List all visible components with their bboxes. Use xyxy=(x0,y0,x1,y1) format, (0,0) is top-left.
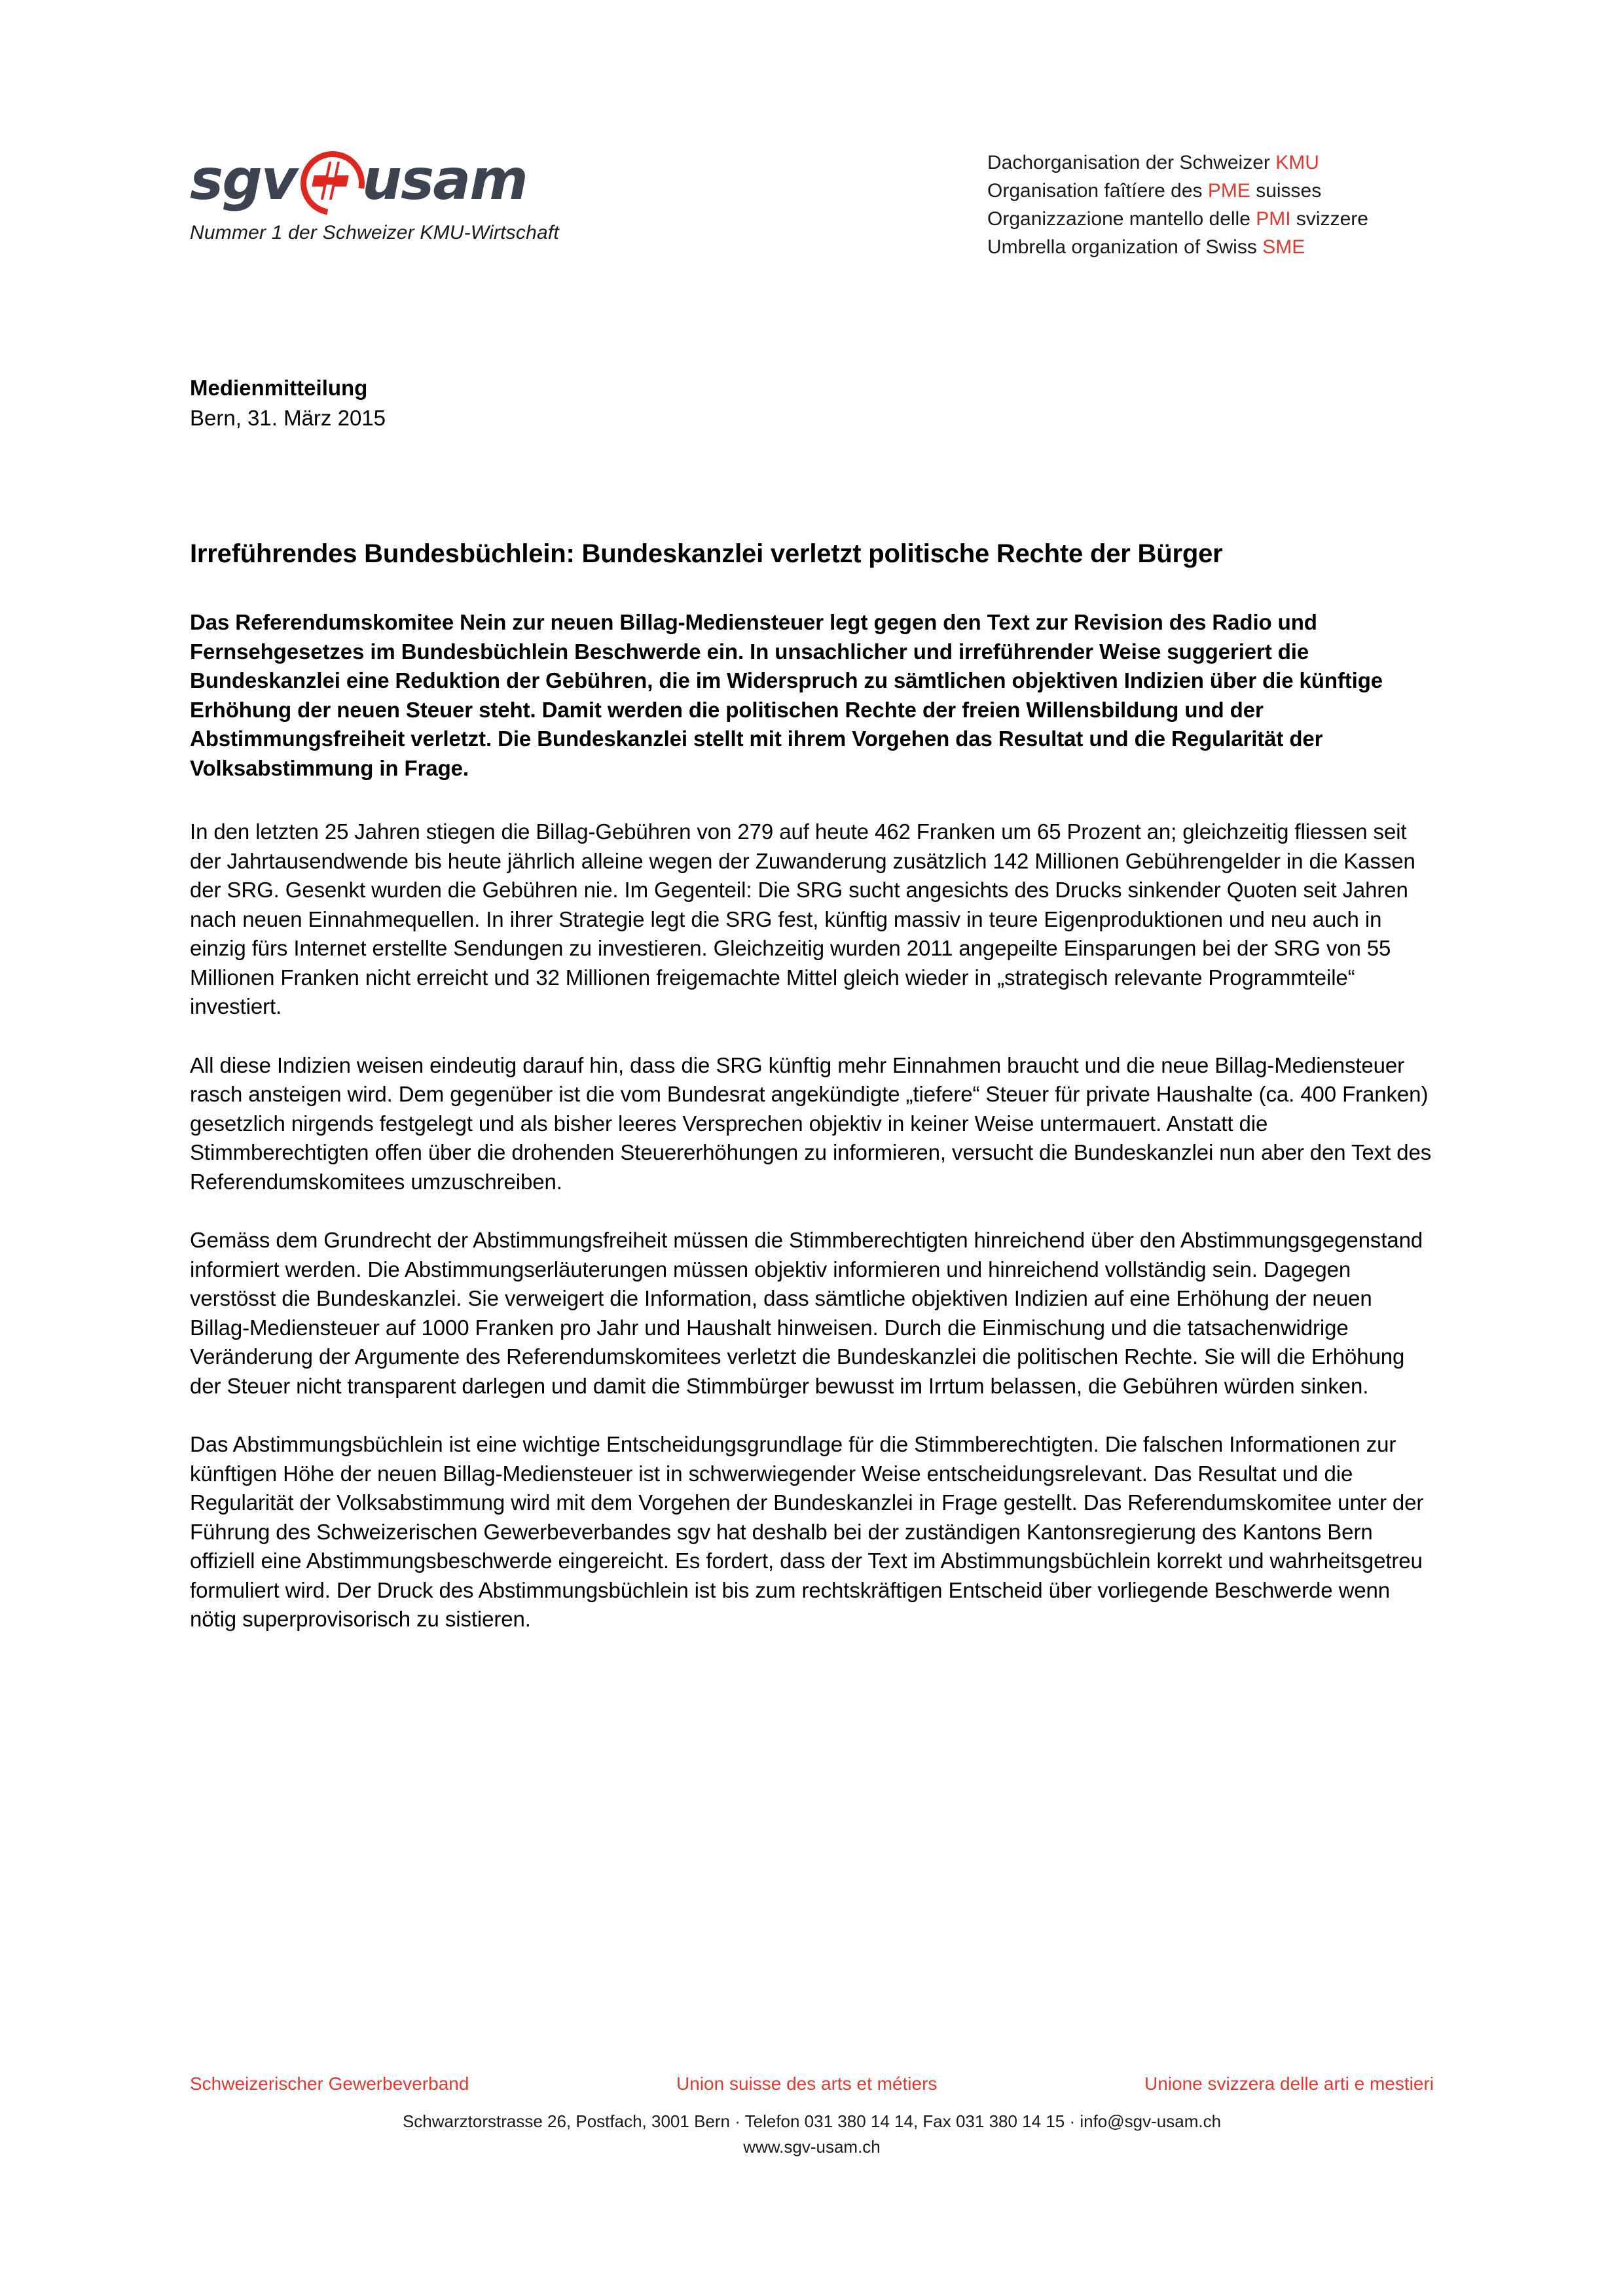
logo-text-sgv: sgv xyxy=(190,147,297,213)
body-paragraph-1: In den letzten 25 Jahren stiegen die Billag-Gebühren von 279 auf heute 462 Franken um 65 Prozent an; gleichzeitig fliessen seit der Jahrtausendwende bis heute jährlich alleine wegen der Zuwanderung zusätzlich 142 Millionen Gebührengelder in die Kassen der SRG. Gesenkt wurden die Gebühren nie. Im Gegenteil: Die SRG sucht angesichts des Drucks sinkender Quoten seit Jahren nach neuen Einnahmequellen. In ihrer Strategie legt die SRG fest, künftig massiv in teure Eigenproduktionen und neu auch in einzig fürs Internet erstellte Sendungen zu investieren. Gleichzeitig wurden 2011 angepeilte Einsparungen bei der SRG von 55 Millionen Franken nicht erreicht und 32 Millionen freigemachte Mittel gleich wieder in „strategisch relevante Programmteile“ investiert. xyxy=(190,819,1415,1018)
document-meta xyxy=(190,373,386,433)
body-paragraph-2: All diese Indizien weisen eindeutig darauf hin, dass die SRG künftig mehr Einnahmen braucht und die neue Billag-Mediensteuer rasch ansteigen wird. Dem gegenüber ist die vom Bundesrat angekündigte „tiefere“ Steuer für private Haushalte (ca. 400 Franken) gesetzlich nirgends festgelegt und als bisher leeres Versprechen objektiv in keiner Weise untermauert. Anstatt die Stimmberechtigten offen über die drohenden Steuererhöhungen zu informieren, versucht die Bundeskanzlei nun aber den Text des Referendumskomitees umzuschreiben. xyxy=(190,1052,1432,1194)
document-type: Medienmitteilung xyxy=(190,376,368,400)
swiss-cross-circle-icon xyxy=(298,149,361,211)
logo-tagline: Nummer 1 der Schweizer KMU-Wirtschaft xyxy=(190,222,559,243)
lead-paragraph: Das Referendumskomitee Nein zur neuen Billag-Mediensteuer legt gegen den Text zur Revision des Radio und Fernsehgesetzes im Bundesbüchlein Beschwerde ein. In unsachlicher und irreführender Weise suggeriert die Bundeskanzlei eine Reduktion der Gebühren, die im Widerspruch zu sämtlichen objektiven Indizien über die künftige Erhöhung der neuen Steuer steht. Damit werden die politischen Rechte der freien Willensbildung und der Abstimmungsfreiheit verletzt. Die Bundeskanzlei stellt mit ihrem Vorgehen das Resultat und die Regularität der Volksabstimmung in Frage. xyxy=(190,610,1383,780)
logo-wordmark xyxy=(190,147,596,213)
body-paragraph-4: Das Abstimmungsbüchlein ist eine wichtige Entscheidungsgrundlage für die Stimmberechtigten. Die falschen Informationen zur künftigen Höhe der neuen Billag-Mediensteuer ist in schwerwiegender Weise entscheidungsrelevant. Das Resultat und die Regularität der Volksabstimmung wird mit dem Vorgehen der Bundeskanzlei in Frage gestellt. Das Referendumskomitee unter der Führung des Schweizerischen Gewerbeverbandes sgv hat deshalb bei der zuständigen Kantonsregierung des Kantons Bern offiziell eine Abstimmungsbeschwerde eingereicht. Es fordert, dass der Text im Abstimmungsbüchlein korrekt und wahrheitsgetreu formuliert wird. Der Druck des Abstimmungsbüchlein ist bis zum rechtskräftigen Entscheid über vorliegende Beschwerde wenn nötig superprovisorisch zu sistieren. xyxy=(190,1432,1424,1631)
document-footer xyxy=(190,2073,1434,2160)
footer-name-it: Unione svizzera delle arti e mestieri xyxy=(1144,2073,1434,2094)
logo-text-usam: usam xyxy=(361,147,527,213)
footer-website[interactable]: www.sgv-usam.ch xyxy=(743,2137,881,2157)
footer-organization-names xyxy=(190,2073,1434,2094)
org-line-en: Umbrella organization of Swiss SME xyxy=(987,236,1305,258)
letterhead xyxy=(190,141,1459,272)
footer-name-fr: Union suisse des arts et métiers xyxy=(676,2073,938,2094)
page-title: Irreführendes Bundesbüchlein: Bundeskanzlei verletzt politische Rechte der Bürger xyxy=(190,539,1223,568)
organization-languages xyxy=(987,149,1368,261)
org-line-it: Organizzazione mantello delle PMI svizzere xyxy=(987,208,1368,230)
body-paragraph-3: Gemäss dem Grundrecht der Abstimmungsfreiheit müssen die Stimmberechtigten hinreichend über den Abstimmungsgegenstand informiert werden. Die Abstimmungserläuterungen müssen objektiv informieren und hinreichend vollständig sein. Dagegen verstösst die Bundeskanzlei. Sie verweigert die Information, dass sämtliche objektiven Indizien auf eine Erhöhung der neuen Billag-Mediensteuer auf 1000 Franken pro Jahr und Haushalt hinweisen. Durch die Einmischung und die tatsachenwidrige Veränderung der Argumente des Referendumskomitees verletzt die Bundeskanzlei die politischen Rechte. Sie will die Erhöhung der Steuer nicht transparent darlegen und damit die Stimmbürger bewusst im Irrtum belassen, die Gebühren würden sinken. xyxy=(190,1228,1423,1398)
org-line-de: Dachorganisation der Schweizer KMU xyxy=(987,152,1319,173)
footer-name-de: Schweizerischer Gewerbeverband xyxy=(190,2073,469,2094)
org-line-fr: Organisation faîtíere des PME suisses xyxy=(987,180,1322,202)
footer-address-line: Schwarztorstrasse 26, Postfach, 3001 Bern · Telefon 031 380 14 14, Fax 031 380 14 15 · info@sgv-usam.ch xyxy=(402,2111,1222,2131)
document-place-date: Bern, 31. März 2015 xyxy=(190,406,386,430)
document-body xyxy=(190,537,1434,1634)
sgv-usam-logo xyxy=(190,147,596,244)
footer-contact-details xyxy=(190,2109,1434,2160)
